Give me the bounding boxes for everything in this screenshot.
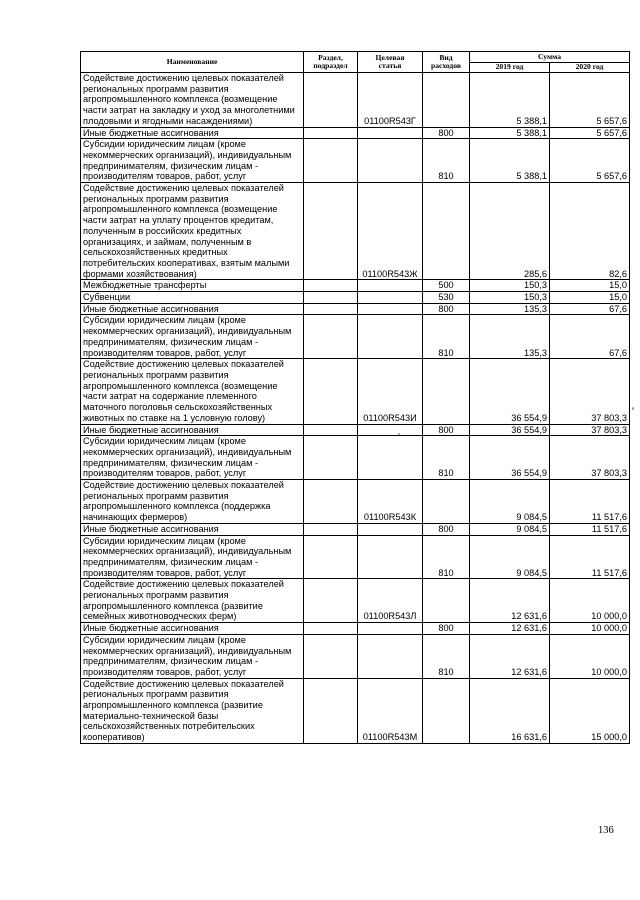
row-sum-2020: 10 000,0	[550, 623, 630, 635]
row-target	[358, 436, 423, 480]
row-name: Субсидии юридическим лицам (кроме некоммерческих организаций), индивидуальным предпринимателям, физическим лицам - производителям товаров, работ, услуг	[81, 634, 304, 678]
row-target: 01100R543Л	[358, 579, 423, 623]
row-target: 01100R543К	[358, 480, 423, 524]
row-name: Иные бюджетные ассигнования	[81, 623, 304, 635]
row-target	[358, 634, 423, 678]
row-name: Содействие достижению целевых показателей региональных программ развития агропромышленного комплекса (возмещение части затрат на содержание племенного маточного поголовья сельскохозяйственных животных по ставке на 1 условную голову)	[81, 359, 304, 424]
row-kind: 810	[423, 139, 470, 183]
row-section	[304, 139, 358, 183]
table-row	[81, 359, 630, 424]
row-name: Иные бюджетные ассигнования	[81, 127, 304, 139]
row-kind: 810	[423, 315, 470, 359]
row-section	[304, 303, 358, 315]
row-target	[358, 127, 423, 139]
row-name: Иные бюджетные ассигнования	[81, 424, 304, 436]
row-kind: 810	[423, 634, 470, 678]
row-sum-2019: 285,6	[470, 183, 550, 280]
row-name: Содействие достижению целевых показателей региональных программ развития агропромышленного комплекса (развитие семейных животноводческих ферм)	[81, 579, 304, 623]
scan-speck	[398, 433, 400, 435]
row-section	[304, 634, 358, 678]
row-name: Субсидии юридическим лицам (кроме некоммерческих организаций), индивидуальным предпринимателям, физическим лицам - производителям товаров, работ, услуг	[81, 535, 304, 579]
table-row	[81, 480, 630, 524]
row-sum-2020: 82,6	[550, 183, 630, 280]
row-sum-2020: 15 000,0	[550, 678, 630, 743]
table-row	[81, 634, 630, 678]
row-section	[304, 678, 358, 743]
row-sum-2020: 37 803,3	[550, 424, 630, 436]
row-sum-2020: 67,6	[550, 315, 630, 359]
row-kind: 800	[423, 424, 470, 436]
row-target	[358, 523, 423, 535]
row-sum-2019: 135,3	[470, 315, 550, 359]
row-section	[304, 535, 358, 579]
row-sum-2020: 11 517,6	[550, 523, 630, 535]
header-target: Целевая статья	[358, 52, 423, 73]
table-header	[81, 52, 630, 73]
row-sum-2020: 15,0	[550, 280, 630, 292]
row-sum-2020: 11 517,6	[550, 535, 630, 579]
table-row	[81, 127, 630, 139]
row-sum-2020: 5 657,6	[550, 139, 630, 183]
row-name: Субсидии юридическим лицам (кроме некоммерческих организаций), индивидуальным предпринимателям, физическим лицам - производителям товаров, работ, услуг	[81, 139, 304, 183]
row-kind	[423, 359, 470, 424]
row-sum-2019: 36 554,9	[470, 424, 550, 436]
table-body	[81, 73, 630, 744]
header-year-2020: 2020 год	[550, 63, 630, 73]
row-sum-2020: 11 517,6	[550, 480, 630, 524]
row-kind	[423, 480, 470, 524]
row-kind	[423, 73, 470, 128]
row-name: Содействие достижению целевых показателей региональных программ развития агропромышленного комплекса (возмещение части затрат на уплату процентов кредитам, полученным в российских кредитных организациях, и займам, полученным в сельскохозяйственных кредитных потребительских кооперативах, взятым малыми формами хозяйствования)	[81, 183, 304, 280]
row-kind: 800	[423, 623, 470, 635]
row-name: Межбюджетные трансферты	[81, 280, 304, 292]
row-name: Содействие достижению целевых показателей региональных программ развития агропромышленного комплекса (развитие материально-технической базы сельскохозяйственных потребительских кооперативов)	[81, 678, 304, 743]
row-sum-2019: 5 388,1	[470, 139, 550, 183]
row-sum-2019: 36 554,9	[470, 436, 550, 480]
scan-speck	[632, 407, 634, 410]
table-row	[81, 535, 630, 579]
row-sum-2019: 9 084,5	[470, 535, 550, 579]
table-row	[81, 623, 630, 635]
row-name: Субсидии юридическим лицам (кроме некоммерческих организаций), индивидуальным предпринимателям, физическим лицам - производителям товаров, работ, услуг	[81, 436, 304, 480]
row-target	[358, 623, 423, 635]
row-name: Иные бюджетные ассигнования	[81, 303, 304, 315]
budget-table	[80, 51, 630, 744]
table-row	[81, 280, 630, 292]
row-section	[304, 623, 358, 635]
row-sum-2019: 150,3	[470, 280, 550, 292]
row-sum-2019: 9 084,5	[470, 523, 550, 535]
row-name: Субвенции	[81, 292, 304, 304]
row-name: Субсидии юридическим лицам (кроме некоммерческих организаций), индивидуальным предпринимателям, физическим лицам - производителям товаров, работ, услуг	[81, 315, 304, 359]
table-row	[81, 436, 630, 480]
table-row	[81, 292, 630, 304]
row-target: 01100R543Ж	[358, 183, 423, 280]
row-target: 01100R543М	[358, 678, 423, 743]
row-sum-2020: 10 000,0	[550, 579, 630, 623]
row-kind: 810	[423, 436, 470, 480]
header-section: Раздел, подраздел	[304, 52, 358, 73]
row-sum-2019: 150,3	[470, 292, 550, 304]
row-sum-2019: 12 631,6	[470, 623, 550, 635]
table-row	[81, 303, 630, 315]
row-kind: 800	[423, 523, 470, 535]
row-section	[304, 315, 358, 359]
row-target	[358, 139, 423, 183]
row-sum-2019: 12 631,6	[470, 634, 550, 678]
row-section	[304, 73, 358, 128]
row-sum-2020: 37 803,3	[550, 436, 630, 480]
row-kind: 800	[423, 127, 470, 139]
row-name: Иные бюджетные ассигнования	[81, 523, 304, 535]
page-number: 136	[598, 825, 614, 836]
row-kind: 800	[423, 303, 470, 315]
header-sum: Сумма	[470, 52, 630, 63]
row-section	[304, 424, 358, 436]
row-target	[358, 424, 423, 436]
row-target: 01100R543Г	[358, 73, 423, 128]
row-sum-2020: 15,0	[550, 292, 630, 304]
row-sum-2019: 9 084,5	[470, 480, 550, 524]
table-row	[81, 139, 630, 183]
row-kind: 500	[423, 280, 470, 292]
row-section	[304, 436, 358, 480]
header-kind: Вид расходов	[423, 52, 470, 73]
row-sum-2019: 12 631,6	[470, 579, 550, 623]
row-section	[304, 280, 358, 292]
row-sum-2020: 67,6	[550, 303, 630, 315]
row-target	[358, 292, 423, 304]
row-sum-2019: 5 388,1	[470, 73, 550, 128]
row-kind	[423, 579, 470, 623]
row-target	[358, 315, 423, 359]
row-kind	[423, 183, 470, 280]
header-year-2019: 2019 год	[470, 63, 550, 73]
row-target	[358, 535, 423, 579]
row-sum-2020: 5 657,6	[550, 73, 630, 128]
row-name: Содействие достижению целевых показателей региональных программ развития агропромышленного комплекса (поддержка начинающих фермеров)	[81, 480, 304, 524]
table-row	[81, 678, 630, 743]
row-target	[358, 280, 423, 292]
row-section	[304, 292, 358, 304]
table-row	[81, 424, 630, 436]
table-row	[81, 579, 630, 623]
row-target	[358, 303, 423, 315]
row-sum-2019: 135,3	[470, 303, 550, 315]
row-sum-2020: 37 803,3	[550, 359, 630, 424]
row-sum-2020: 5 657,6	[550, 127, 630, 139]
row-sum-2019: 16 631,6	[470, 678, 550, 743]
row-section	[304, 480, 358, 524]
row-section	[304, 183, 358, 280]
row-kind	[423, 678, 470, 743]
row-sum-2019: 5 388,1	[470, 127, 550, 139]
row-kind: 810	[423, 535, 470, 579]
table-row	[81, 73, 630, 128]
table-row	[81, 315, 630, 359]
row-section	[304, 523, 358, 535]
row-sum-2019: 36 554,9	[470, 359, 550, 424]
header-name: Наименование	[81, 52, 304, 73]
table-row	[81, 523, 630, 535]
row-name: Содействие достижению целевых показателей региональных программ развития агропромышленного комплекса (возмещение части затрат на закладку и уход за многолетними плодовыми и ягодными насаждениями)	[81, 73, 304, 128]
row-kind: 530	[423, 292, 470, 304]
row-target: 01100R543И	[358, 359, 423, 424]
table-row	[81, 183, 630, 280]
row-section	[304, 579, 358, 623]
row-section	[304, 127, 358, 139]
row-sum-2020: 10 000,0	[550, 634, 630, 678]
row-section	[304, 359, 358, 424]
